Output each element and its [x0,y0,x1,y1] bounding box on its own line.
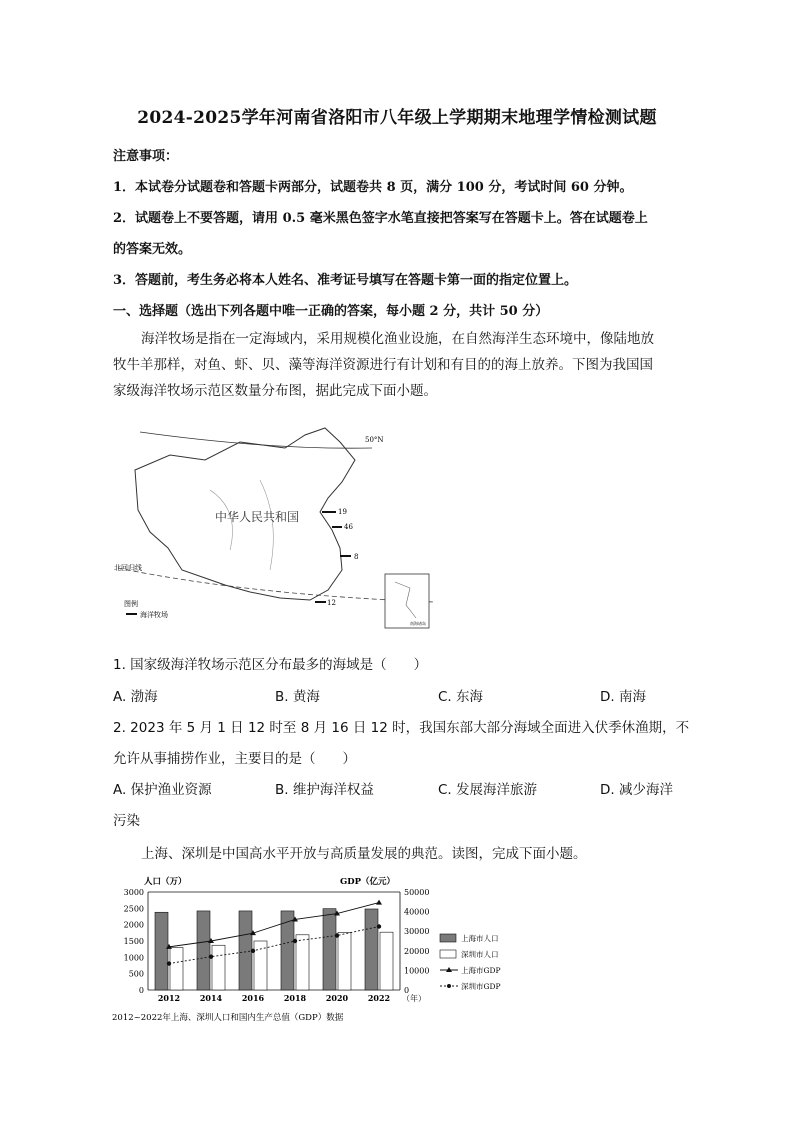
left-tick-label: 0 [138,986,144,995]
count-bohai: 19 [338,508,347,516]
q2-option-d[interactable]: D. 减少海洋 [600,782,673,798]
x-tick-label: 2012 [157,993,181,1003]
x-tick-label: 2020 [325,993,349,1003]
chart-caption: 2012~2022年上海、深圳人口和国内生产总值（GDP）数据 [112,1013,344,1023]
question-2-stem-line-1: 2. 2023 年 5 月 1 日 12 时至 8 月 16 日 12 时，我国东部大部分海域全面进入伏季休渔期，不 [113,720,690,736]
notice-item-2: 2．试题卷上不要答题，请用 0.5 毫米黑色签字水笔直接把答案写在答题卡上。答在试题卷上 [113,211,648,226]
x-tick-label: 2016 [241,993,265,1003]
legend-label: 上海市GDP [461,966,501,975]
x-tick-label: 2022 [367,993,391,1003]
legend-title: 图例 [124,600,138,608]
count-huanghai: 46 [344,523,353,531]
bar [239,911,252,990]
data-point [293,939,297,943]
legend-marker [447,984,451,988]
tropic-label: 北回归线 [114,564,142,572]
data-point [376,900,382,905]
bar [365,909,378,990]
data-point [377,924,381,928]
x-unit-label: （年） [402,994,426,1003]
count-nanhai: 12 [327,599,336,607]
right-tick-label: 10000 [404,966,430,976]
left-tick-label: 2000 [123,920,144,930]
bar [338,933,351,990]
right-tick-label: 0 [404,986,410,995]
notice-item-2-wrap: 的答案无效。 [113,242,192,257]
passage-1-line-1: 海洋牧场是指在一定海域内，采用规模化渔业设施，在自然海洋生态环境中，像陆地放 [141,331,654,347]
bar [197,911,210,990]
q2-option-b[interactable]: B. 维护海洋权益 [275,782,374,798]
legend-item: 海洋牧场 [140,611,168,619]
q1-option-d[interactable]: D. 南海 [600,689,646,705]
passage-1 [113,326,683,404]
population-gdp-chart [110,870,530,1030]
left-tick-label: 1000 [123,953,144,963]
q1-option-b[interactable]: B. 黄海 [275,689,320,705]
section-heading: 一、选择题（选出下列各题中唯一正确的答案，每小题 2 分，共计 50 分） [113,304,549,319]
bar [380,932,393,990]
latitude-50-line [140,432,372,448]
right-tick-label: 50000 [404,888,430,897]
q1-option-a[interactable]: A. 渤海 [113,689,158,705]
left-tick-label: 3000 [123,888,144,897]
question-2-stem-line-2: 允许从事捕捞作业，主要目的是（ ） [113,751,356,767]
page-title: 2024-2025学年河南省洛阳市八年级上学期期末地理学情检测试题 [137,108,657,128]
q2-option-c[interactable]: C. 发展海洋旅游 [438,782,538,798]
x-tick-label: 2018 [283,993,307,1003]
legend-swatch [440,934,456,942]
marine-ranch-map [110,420,440,640]
latitude-label: 50°N [365,436,384,444]
right-tick-label: 40000 [404,907,430,917]
left-tick-label: 1500 [123,937,144,946]
country-label: 中华人民共和国 [215,510,300,524]
q1-option-c[interactable]: C. 东海 [438,689,484,705]
x-tick-label: 2014 [199,993,223,1003]
legend-label: 深圳市人口 [461,950,499,959]
notice-heading: 注意事项： [113,149,179,164]
data-point [251,949,255,953]
data-point [335,933,339,937]
passage-1-line-2: 牧牛羊那样，对鱼、虾、贝、藻等海洋资源进行有计划和有目的的海上放养。下图为我国国 [113,357,653,373]
right-tick-label: 30000 [404,927,430,937]
bar [296,935,309,990]
bar [212,945,225,990]
legend-swatch [440,950,456,958]
bar [281,911,294,990]
data-point [209,954,213,958]
right-axis-label: GDP（亿元） [340,877,396,887]
passage-2: 上海、深圳是中国高水平开放与高质量发展的典范。读图，完成下面小题。 [141,846,587,862]
left-tick-label: 2500 [123,904,144,914]
count-donghai: 8 [354,553,359,561]
question-1-stem: 1. 国家级海洋牧场示范区分布最多的海域是（ ） [113,657,428,673]
notice-item-1: 1．本试卷分试题卷和答题卡两部分，试题卷共 8 页，满分 100 分，考试时间 60 分钟。 [113,180,633,195]
legend-label: 深圳市GDP [461,982,501,991]
bar [155,912,168,990]
left-axis-label: 人口（万） [144,877,187,887]
left-tick-label: 500 [128,969,144,979]
province-borders [210,480,273,570]
inset-label: 南海诸岛 [410,621,426,626]
q2-option-d-wrap: 污染 [113,813,140,829]
legend-marker [446,967,452,972]
bar [170,948,183,990]
notice-item-3: 3．答题前，考生务必将本人姓名、准考证号填写在答题卡第一面的指定位置上。 [113,273,578,288]
right-tick-label: 20000 [404,946,430,956]
data-point [167,961,171,965]
q2-option-a[interactable]: A. 保护渔业资源 [113,782,212,798]
passage-1-line-3: 家级海洋牧场示范区数量分布图，据此完成下面小题。 [113,383,437,399]
bar [323,909,336,990]
legend-label: 上海市人口 [461,934,499,943]
